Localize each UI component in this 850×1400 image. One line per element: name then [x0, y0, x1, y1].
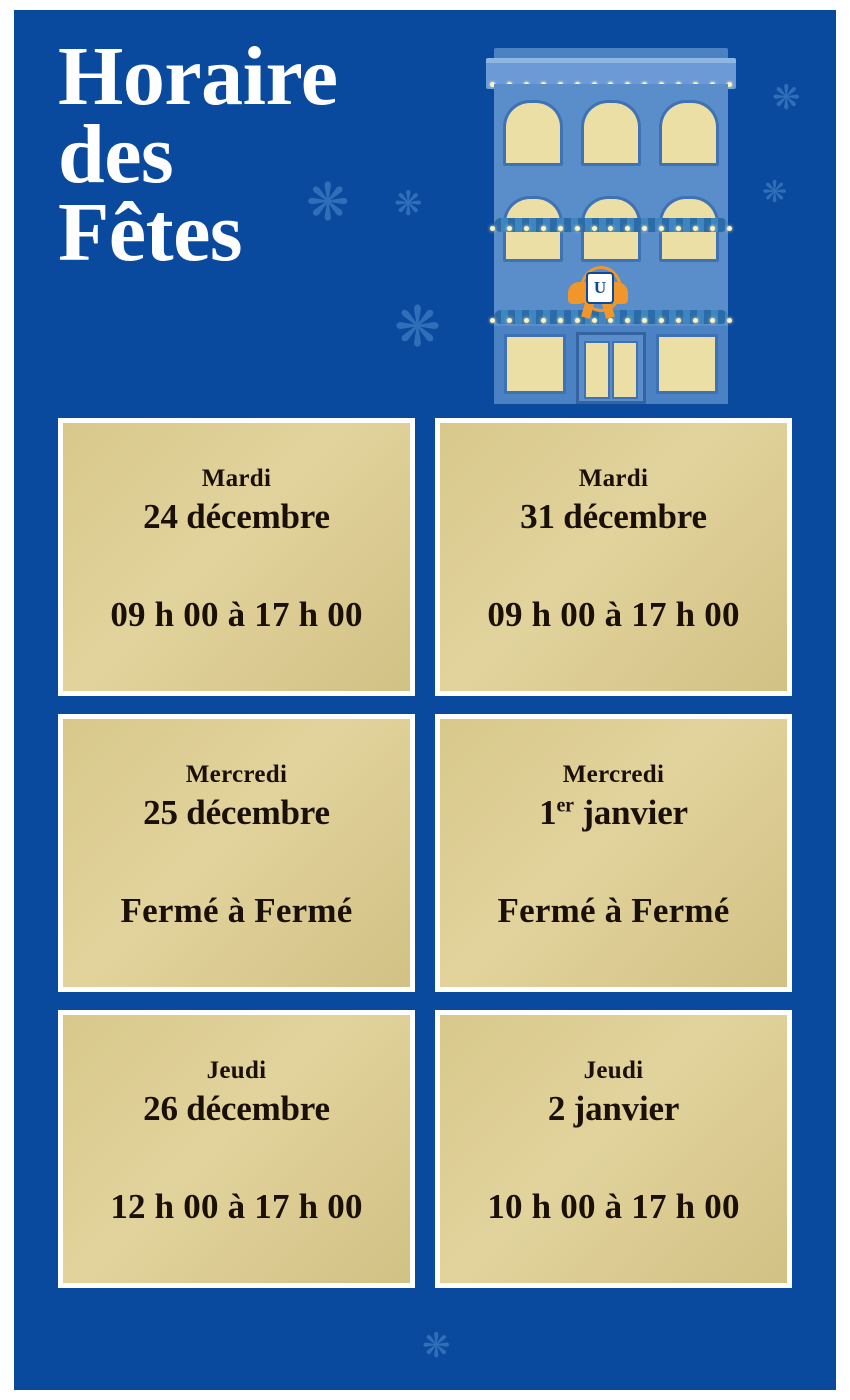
schedule-grid	[58, 418, 792, 1288]
string-lights-row-2	[490, 224, 732, 232]
schedule-hours: Fermé à Fermé	[120, 891, 353, 930]
schedule-date	[539, 793, 688, 833]
storefront-ground-floor	[494, 326, 728, 404]
holiday-hours-poster	[14, 10, 836, 1390]
snowflake-icon-5: ❋	[762, 176, 788, 209]
schedule-date-ordinal: er	[556, 794, 574, 817]
schedule-hours: 09 h 00 à 17 h 00	[110, 595, 363, 634]
shop-window-left	[504, 334, 566, 394]
snowflake-icon-4: ❋	[772, 80, 801, 117]
storefront-illustration	[480, 48, 742, 396]
schedule-day: Jeudi	[583, 1057, 644, 1084]
door-pane-left	[584, 341, 610, 399]
page-title	[58, 30, 338, 280]
schedule-date: 31 décembre	[520, 497, 707, 536]
schedule-date: 24 décembre	[143, 497, 330, 536]
schedule-card	[58, 1010, 415, 1288]
schedule-day: Mardi	[578, 465, 649, 492]
shop-door	[576, 332, 646, 404]
storefront-window	[659, 100, 719, 166]
schedule-card	[435, 1010, 792, 1288]
schedule-card	[435, 418, 792, 696]
schedule-card	[58, 714, 415, 992]
snowflake-icon-1: ❋	[306, 175, 350, 232]
schedule-card	[58, 418, 415, 696]
schedule-hours: Fermé à Fermé	[497, 891, 730, 930]
schedule-date: 26 décembre	[143, 1089, 330, 1128]
poster-header	[14, 10, 836, 400]
title-line-3: Fêtes	[58, 186, 243, 280]
schedule-day: Mardi	[201, 465, 272, 492]
brand-logo: U	[586, 272, 614, 304]
schedule-hours: 09 h 00 à 17 h 00	[487, 595, 740, 634]
schedule-day: Mercredi	[185, 761, 288, 788]
schedule-card	[435, 714, 792, 992]
schedule-date-number: 1	[539, 793, 557, 832]
schedule-day: Mercredi	[562, 761, 665, 788]
snowflake-icon-6: ❋	[422, 1328, 451, 1365]
snowflake-icon-2: ❋	[394, 186, 423, 223]
schedule-date: 2 janvier	[547, 1089, 680, 1128]
storefront-window	[581, 100, 641, 166]
schedule-hours: 10 h 00 à 17 h 00	[487, 1187, 740, 1226]
storefront-floor-upper	[494, 88, 728, 180]
title-line-1: Horaire	[58, 30, 338, 123]
door-pane-right	[612, 341, 638, 399]
schedule-day: Jeudi	[206, 1057, 267, 1084]
snowflake-icon-3: ❋	[394, 297, 441, 359]
title-line-2: des	[58, 108, 174, 202]
schedule-hours: 12 h 00 à 17 h 00	[110, 1187, 363, 1226]
ribbon-bow-icon	[568, 272, 628, 314]
storefront-window	[503, 100, 563, 166]
schedule-date: 25 décembre	[143, 793, 330, 832]
schedule-date-month: janvier	[573, 793, 688, 832]
shop-window-right	[656, 334, 718, 394]
